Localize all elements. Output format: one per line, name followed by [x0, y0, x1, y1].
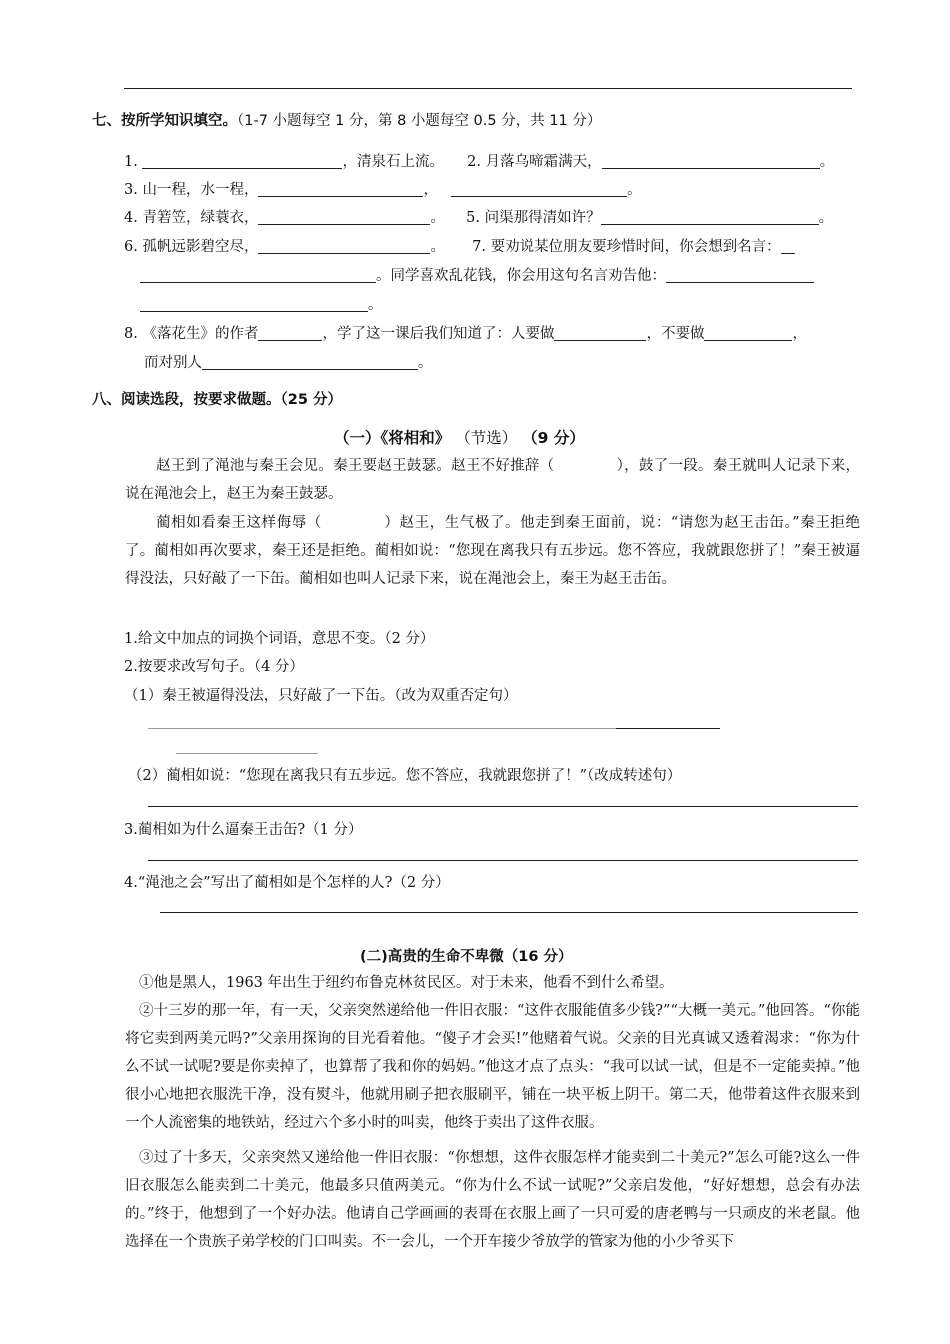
q-line-4	[124, 235, 795, 256]
q8-text-d: 而对别人	[144, 355, 202, 371]
passage1-question-2-1: （1）秦王被逼得没法，只好敲了一下缶。（改为双重否定句）	[124, 688, 518, 704]
passage1-p1-a: 赵王到了渑池与秦王会见。秦王要赵王鼓瑟。赵王不好推辞（	[156, 458, 555, 474]
q8-blank-1[interactable]	[258, 326, 322, 342]
q1-text: ，清泉石上流。	[342, 154, 444, 170]
q4-number: 4.	[124, 210, 138, 226]
q3-number: 3.	[124, 182, 138, 198]
q2-1-answer-line-c[interactable]	[176, 753, 318, 754]
q8-text-b: ，学了这一课后我们知道了：人要做	[322, 326, 555, 342]
q6-text: 孤帆远影碧空尽，	[142, 239, 259, 255]
q7-blank-2[interactable]	[666, 268, 814, 284]
q-line-1	[124, 150, 834, 171]
q2-period: 。	[819, 154, 835, 170]
q2-number: 2.	[467, 154, 482, 170]
passage1-title-main: （一）《将相和》	[334, 429, 451, 447]
passage1-paragraph-1	[125, 452, 860, 508]
q8-number: 8.	[124, 326, 138, 342]
q4-answer-line[interactable]	[160, 912, 858, 913]
q6-period: 。	[430, 239, 445, 255]
q8-text-a: 《落花生》的作者	[142, 326, 259, 342]
passage1-question-3: 3.蔺相如为什么逼秦王击缶?（1 分）	[124, 822, 363, 838]
section8-title: 八、阅读选段，按要求做题。	[92, 392, 281, 408]
section7-note: （1-7 小题每空 1 分，第 8 小题每空 0.5 分，共 11 分）	[237, 113, 602, 129]
q2-1-answer-line-a[interactable]	[148, 728, 616, 729]
passage1-question-2: 2.按要求改写句子。（4 分）	[124, 659, 304, 675]
q2-blank[interactable]	[602, 154, 820, 170]
q3-text: 山一程，水一程，	[142, 182, 259, 198]
q-line-7	[124, 322, 807, 343]
passage1-question-4: 4.“渑池之会”写出了蔺相如是个怎样的人?（2 分）	[124, 875, 450, 891]
passage2-paragraph-3: ③过了十多天，父亲突然又递给他一件旧衣服：“你想想，这件衣服怎样才能卖到二十美元?”怎么可能?这么一件旧衣服怎么能卖到二十美元，他最多只值两美元。“你为什么不试一试呢?”父亲启发他，“好好想想，总会有办法的。”终于，他想到了一个好办法。他请自己学画画的表哥在衣服上画了一只可爱的唐老鸭与一只顽皮的米老鼠。他选择在一个贵族子弟学校的门口叫卖。不一会儿，一个开车接少爷放学的管家为他的小少爷买下	[125, 1150, 860, 1250]
q4-period: 。	[430, 210, 445, 226]
passage2-paragraph-1: ①他是黑人，1963 年出生于纽约布鲁克林贫民区。对于未来，他看不到什么希望。	[139, 975, 674, 991]
q-line-5	[140, 264, 814, 285]
q8-comma: ，	[792, 326, 807, 342]
q2-text: 月落乌啼霜满天，	[485, 154, 602, 170]
q2-1-answer-line-b[interactable]	[616, 728, 720, 729]
q4-blank[interactable]	[258, 210, 430, 226]
q8-blank-2[interactable]	[554, 326, 646, 342]
top-rule	[124, 88, 852, 89]
q8-text-c: ，不要做	[646, 326, 705, 342]
q5-text: 问渠那得清如许？	[484, 210, 601, 226]
q3-comma: ，	[423, 182, 438, 198]
q-line-6	[140, 293, 383, 314]
passage1-question-2-2: （2）蔺相如说：“您现在离我只有五步远。您不答应，我就跟您拼了！”（改成转述句）	[128, 768, 682, 784]
q4-text: 青箬笠，绿蓑衣，	[142, 210, 259, 226]
q7-text-2: 。同学喜欢乱花钱，你会用这句名言劝告他：	[376, 268, 666, 284]
q7-period: 。	[368, 297, 383, 313]
passage1-title	[334, 426, 585, 448]
passage1-title-excerpt: （节选）	[455, 429, 518, 447]
passage1-p1-b: ），鼓了一段。秦王就叫人记录下来，说在渑池会上，赵王为秦王鼓瑟。	[125, 458, 861, 502]
q6-number: 6.	[124, 239, 138, 255]
passage2-title: (二)高贵的生命不卑微（16 分）	[360, 949, 573, 965]
section8-score: （25 分）	[280, 392, 342, 408]
q3-blank-1[interactable]	[258, 182, 423, 198]
q5-blank[interactable]	[601, 210, 819, 226]
section7-heading	[92, 109, 601, 130]
q1-number: 1.	[124, 154, 138, 170]
q7-text: 要劝说某位朋友要珍惜时间，你会想到名言：	[490, 239, 781, 255]
q2-2-answer-line[interactable]	[148, 806, 858, 807]
q8-period: 。	[418, 355, 433, 371]
q5-period: 。	[818, 210, 834, 226]
passage1-paragraph-2	[125, 509, 860, 593]
q7-number: 7.	[472, 239, 487, 255]
q-line-8	[144, 351, 433, 372]
passage2-paragraph-2: ②十三岁的那一年，有一天，父亲突然递给他一件旧衣服：“这件衣服能值多少钱?”“大概一美元。”他回答。“你能将它卖到两美元吗?”父亲用探询的目光看着他。“傻子才会买!”他赌着气说。父亲的目光真诚又透着渴求：“你为什么不试一试呢?要是你卖掉了，也算帮了我和你的妈妈。”他这才点了点头：“我可以试一试，但是不一定能卖掉。”他很小心地把衣服洗干净，没有熨斗，他就用刷子把衣服刷平，铺在一块平板上阴干。第二天，他带着这件衣服来到一个人流密集的地铁站，经过六个多小时的叫卖，他终于卖出了这件衣服。	[125, 1003, 860, 1131]
q8-blank-3[interactable]	[704, 326, 792, 342]
q7-blank-start[interactable]	[781, 239, 795, 255]
q-line-2	[124, 178, 642, 199]
q7-blank-1[interactable]	[140, 268, 376, 284]
q3-period: 。	[627, 182, 642, 198]
q5-number: 5.	[466, 210, 481, 226]
passage1-title-score: （9 分）	[522, 429, 585, 447]
q3-answer-line[interactable]	[148, 860, 858, 861]
section8-heading	[92, 388, 342, 409]
q1-blank[interactable]	[142, 154, 342, 170]
passage1-p2-b: ）赵王，生气极了。他走到秦王面前，说：“请您为赵王击缶。”秦王拒绝了。蔺相如再次要求，秦王还是拒绝。蔺相如说：“您现在离我只有五步远。您不答应，我就跟您拼了！”秦王被逼得没法，只好敲了一下缶。蔺相如也叫人记录下来，说在渑池会上，秦王为赵王击缶。	[125, 515, 860, 587]
passage1-question-1: 1.给文中加点的词换个词语，意思不变。（2 分）	[124, 631, 435, 647]
section7-title: 七、按所学知识填空。	[92, 113, 237, 129]
q7-blank-3[interactable]	[140, 297, 368, 313]
q6-blank[interactable]	[258, 239, 430, 255]
q3-blank-2[interactable]	[451, 182, 627, 198]
q-line-3	[124, 206, 833, 227]
q8-blank-4[interactable]	[202, 355, 418, 371]
passage1-p2-a: 蔺相如看秦王这样侮辱（	[156, 515, 322, 531]
